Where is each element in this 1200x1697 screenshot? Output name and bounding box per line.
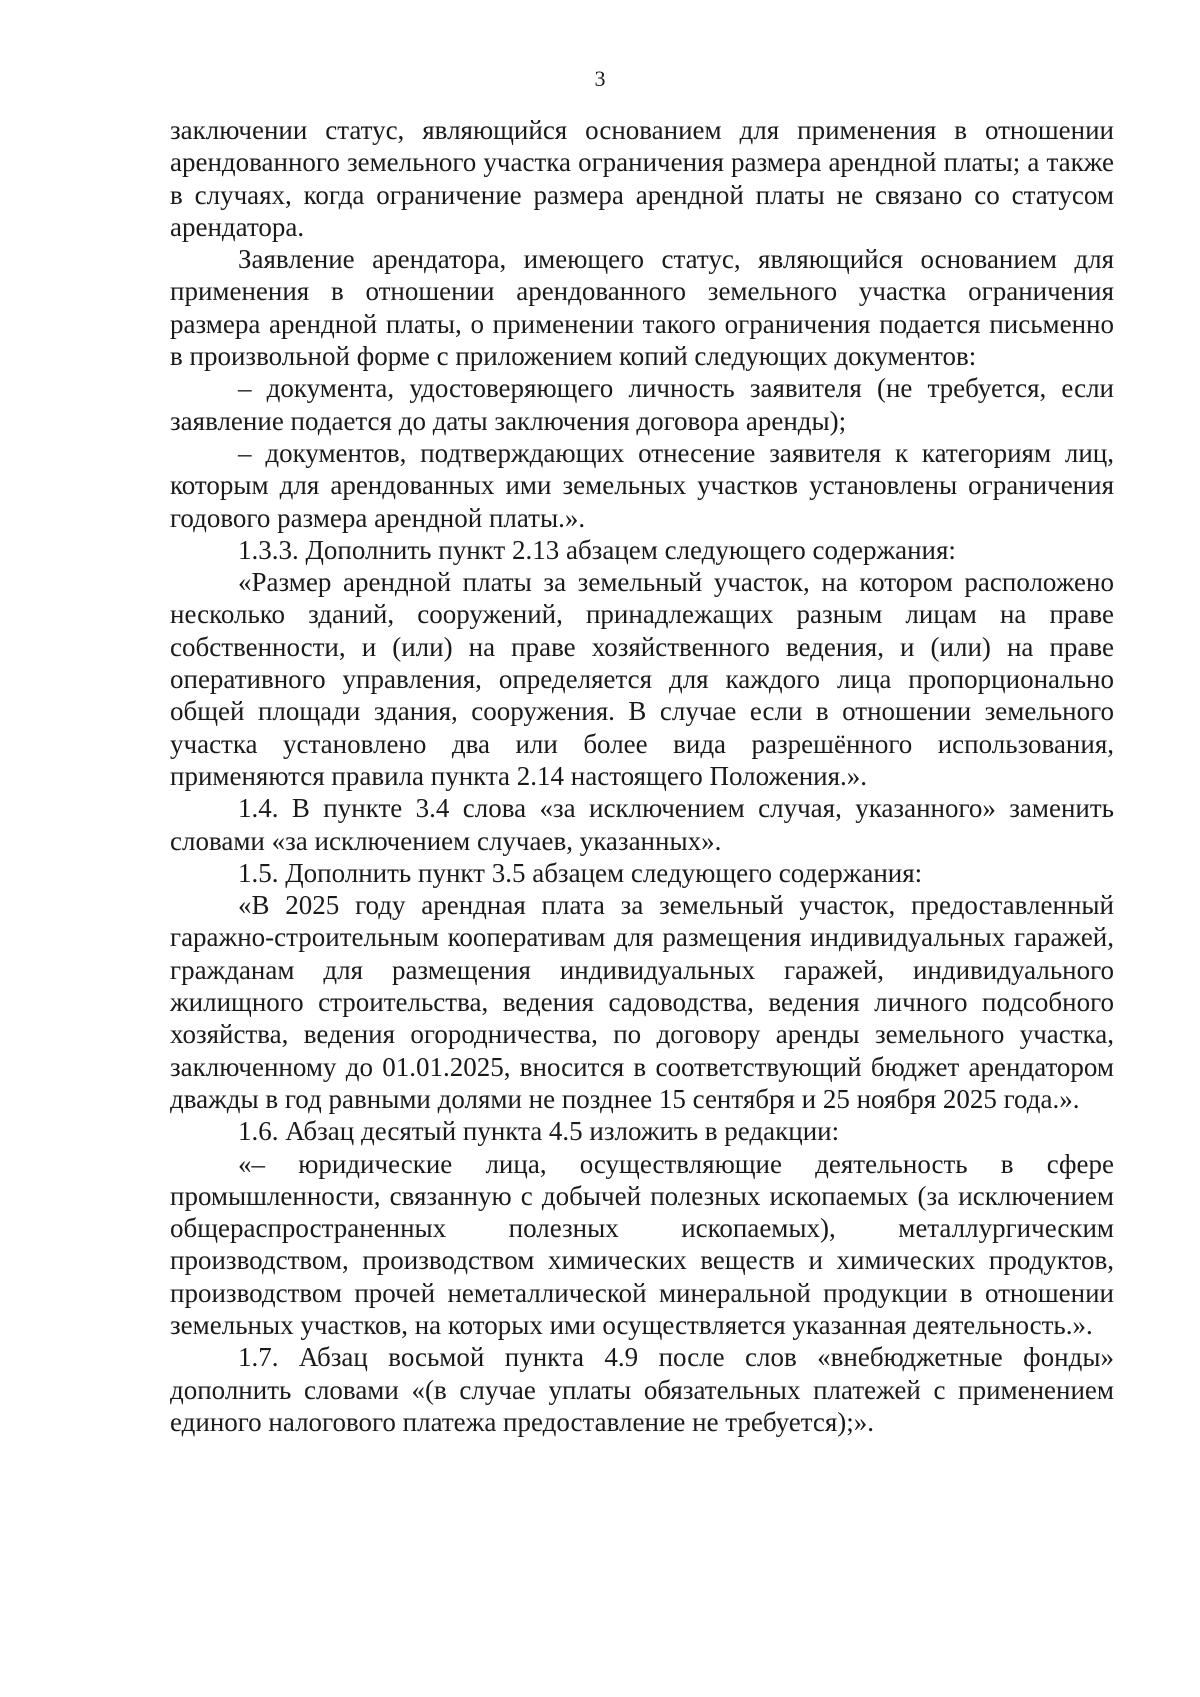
page-number: 3 — [594, 66, 606, 91]
quote-rent-size: «Размер арендной платы за земельный участок, на котором расположено несколько зданий, сооружений, принадлежащих разным лицам на праве собственности, и (или) на праве хозяйственного ведения, и (или) на праве оперативного управления, определяется для каждого лица пропорционально общей площади здания, сооружения. В случае если в отношении земельного участка установлено два или более вида разрешённого использования, применяются правила пункта 2.14 настоящего Положения.». — [170, 567, 1114, 791]
quote-legal-entities: «– юридические лица, осуществляющие деятельность в сфере промышленности, связанную с добычей полезных ископаемых (за исключением общераспространенных полезных ископаемых), металлургическим производством, производством химических веществ и химических продуктов, производством прочей неметаллической минеральной продукции в отношении земельных участков, на которых ими осуществляется указанная деятельность.». — [170, 1148, 1114, 1340]
clause-1-5: 1.5. Дополнить пункт 3.5 абзацем следующего содержания: — [238, 857, 923, 888]
list-item-category-documents: – документов, подтверждающих отнесение заявителя к категориям лиц, которым для арендованных ими земельных участков установлены ограничения годового размера арендной платы.». — [170, 437, 1114, 533]
paragraph-application: Заявление арендатора, имеющего статус, являющийся основанием для применения в отношении арендованного земельного участка ограничения размера арендной платы, о применении такого ограничения подается письменно в произвольной форме с приложением копий следующих документов: — [170, 244, 1114, 372]
clause-1-3-3: 1.3.3. Дополнить пункт 2.13 абзацем следующего содержания: — [238, 534, 956, 565]
clause-1-6: 1.6. Абзац десятый пункта 4.5 изложить в редакции: — [238, 1116, 840, 1147]
quote-2025-rent: «В 2025 году арендная плата за земельный участок, предоставленный гаражно-строительным кооперативам для размещения индивидуальных гаражей, гражданам для размещения индивидуальных гаражей, индивидуального жилищного строительства, ведения садоводства, ведения личного подсобного хозяйства, ведения огородничества, по договору аренды земельного участка, заключенному до 01.01.2025, вносится в соответствующий бюджет арендатором дважды в год равными долями не позднее 15 сентября и 25 ноября 2025 года.». — [170, 890, 1114, 1114]
clause-1-4: 1.4. В пункте 3.4 слова «за исключением случая, указанного» заменить словами «за исключением случаев, указанных». — [170, 793, 1114, 856]
document-body — [170, 114, 1114, 1438]
paragraph-continuation: заключении статус, являющийся основанием для применения в отношении арендованного земельного участка ограничения размера арендной платы; а также в случаях, когда ограничение размера арендной платы не связано со статусом арендатора. — [170, 115, 1114, 242]
clause-1-7: 1.7. Абзац восьмой пункта 4.9 после слов «внебюджетные фонды» дополнить словами «(в случае уплаты обязательных платежей с применением единого налогового платежа предоставление не требуется);». — [170, 1342, 1114, 1437]
list-item-identity-document: – документа, удостоверяющего личность заявителя (не требуется, если заявление подается до даты заключения договора аренды); — [170, 373, 1114, 436]
